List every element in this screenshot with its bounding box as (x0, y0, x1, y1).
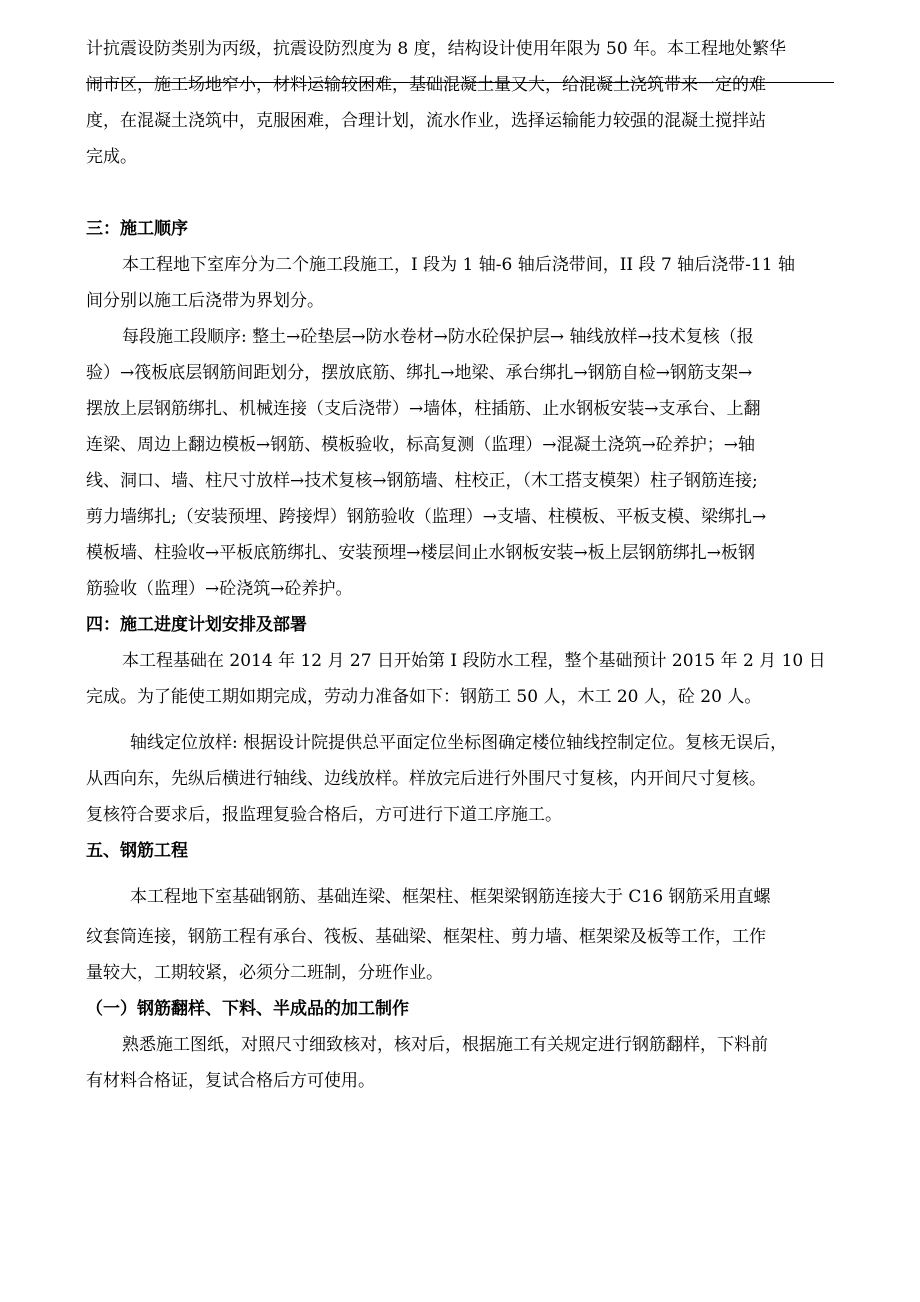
body-line: 纹套筒连接，钢筋工程有承台、筏板、基础梁、框架柱、剪力墙、框架梁及板等工作，工作 (86, 927, 766, 947)
body-line: 从西向东，先纵后横进行轴线、边线放样。样放完后进行外围尺寸复核，内开间尺寸复核。 (86, 769, 766, 789)
body-line: 摆放上层钢筋绑扎、机械连接（支后浇带）→墙体，柱插筋、止水钢板安装→支承台、上翻 (86, 399, 761, 419)
body-line: 模板墙、柱验收→平板底筋绑扎、安装预埋→楼层间止水钢板安装→板上层钢筋绑扎→板钢 (86, 543, 755, 563)
body-line: 度，在混凝土浇筑中，克服困难，合理计划，流水作业，选择运输能力较强的混凝土搅拌站 (86, 111, 766, 131)
body-line: 复核符合要求后，报监理复验合格后，方可进行下道工序施工。 (86, 805, 562, 825)
body-line: 闹市区，施工场地窄小，材料运输较困难，基础混凝土量又大，给混凝土浇筑带来一定的难 (86, 75, 766, 95)
body-line: 本工程地下室库分为二个施工段施工，I 段为 1 轴-6 轴后浇带间，II 段 7 轴后浇带-11 轴 (122, 255, 795, 275)
body-line: 完成。 (86, 147, 137, 167)
body-line: 验）→筏板底层钢筋间距划分，摆放底筋、绑扎→地梁、承台绑扎→钢筋自检→钢筋支架→ (86, 363, 753, 383)
body-line: 完成。为了能使工期如期完成，劳动力准备如下：钢筋工 50 人，木工 20 人，砼 20 人。 (86, 687, 762, 707)
body-line: 间分别以施工后浇带为界划分。 (86, 291, 324, 311)
body-line: 计抗震设防类别为丙级，抗震设防烈度为 8 度，结构设计使用年限为 50 年。本工程地处繁华 (86, 39, 787, 59)
body-line: 筋验收（监理）→砼浇筑→砼养护。 (86, 579, 353, 599)
body-line: 本工程基础在 2014 年 12 月 27 日开始第 I 段防水工程，整个基础预计 2015 年 2 月 10 日 (122, 651, 826, 671)
section-heading: 三：施工顺序 (86, 219, 188, 239)
body-line: 量较大，工期较紧，必须分二班制，分班作业。 (86, 963, 443, 983)
body-line: 熟悉施工图纸，对照尺寸细致核对，核对后，根据施工有关规定进行钢筋翻样，下料前 (122, 1035, 768, 1055)
section-heading: 四：施工进度计划安排及部署 (86, 615, 307, 635)
body-line: 轴线定位放样: 根据设计院提供总平面定位坐标图确定楼位轴线控制定位。复核无误后， (130, 733, 788, 753)
subsection-heading: （一）钢筋翻样、下料、半成品的加工制作 (86, 999, 409, 1019)
body-line: 剪力墙绑扎;（安装预埋、跨接焊）钢筋验收（监理）→支墙、柱模板、平板支模、梁绑扎→ (86, 507, 767, 527)
body-line: 每段施工段顺序: 整土→砼垫层→防水卷材→防水砼保护层→ 轴线放样→技术复核（报 (122, 327, 754, 347)
section-heading: 五、钢筋工程 (86, 841, 188, 861)
body-line: 本工程地下室基础钢筋、基础连梁、框架柱、框架梁钢筋连接大于 C16 钢筋采用直螺 (130, 887, 771, 907)
body-line: 连梁、周边上翻边模板→钢筋、模板验收，标高复测（监理）→混凝土浇筑→砼养护；→轴 (86, 435, 755, 455)
body-line: 有材料合格证，复试合格后方可使用。 (86, 1071, 375, 1091)
body-line: 线、洞口、墙、柱尺寸放样→技术复核→钢筋墙、柱校正，（木工搭支模架）柱子钢筋连接; (86, 471, 758, 491)
